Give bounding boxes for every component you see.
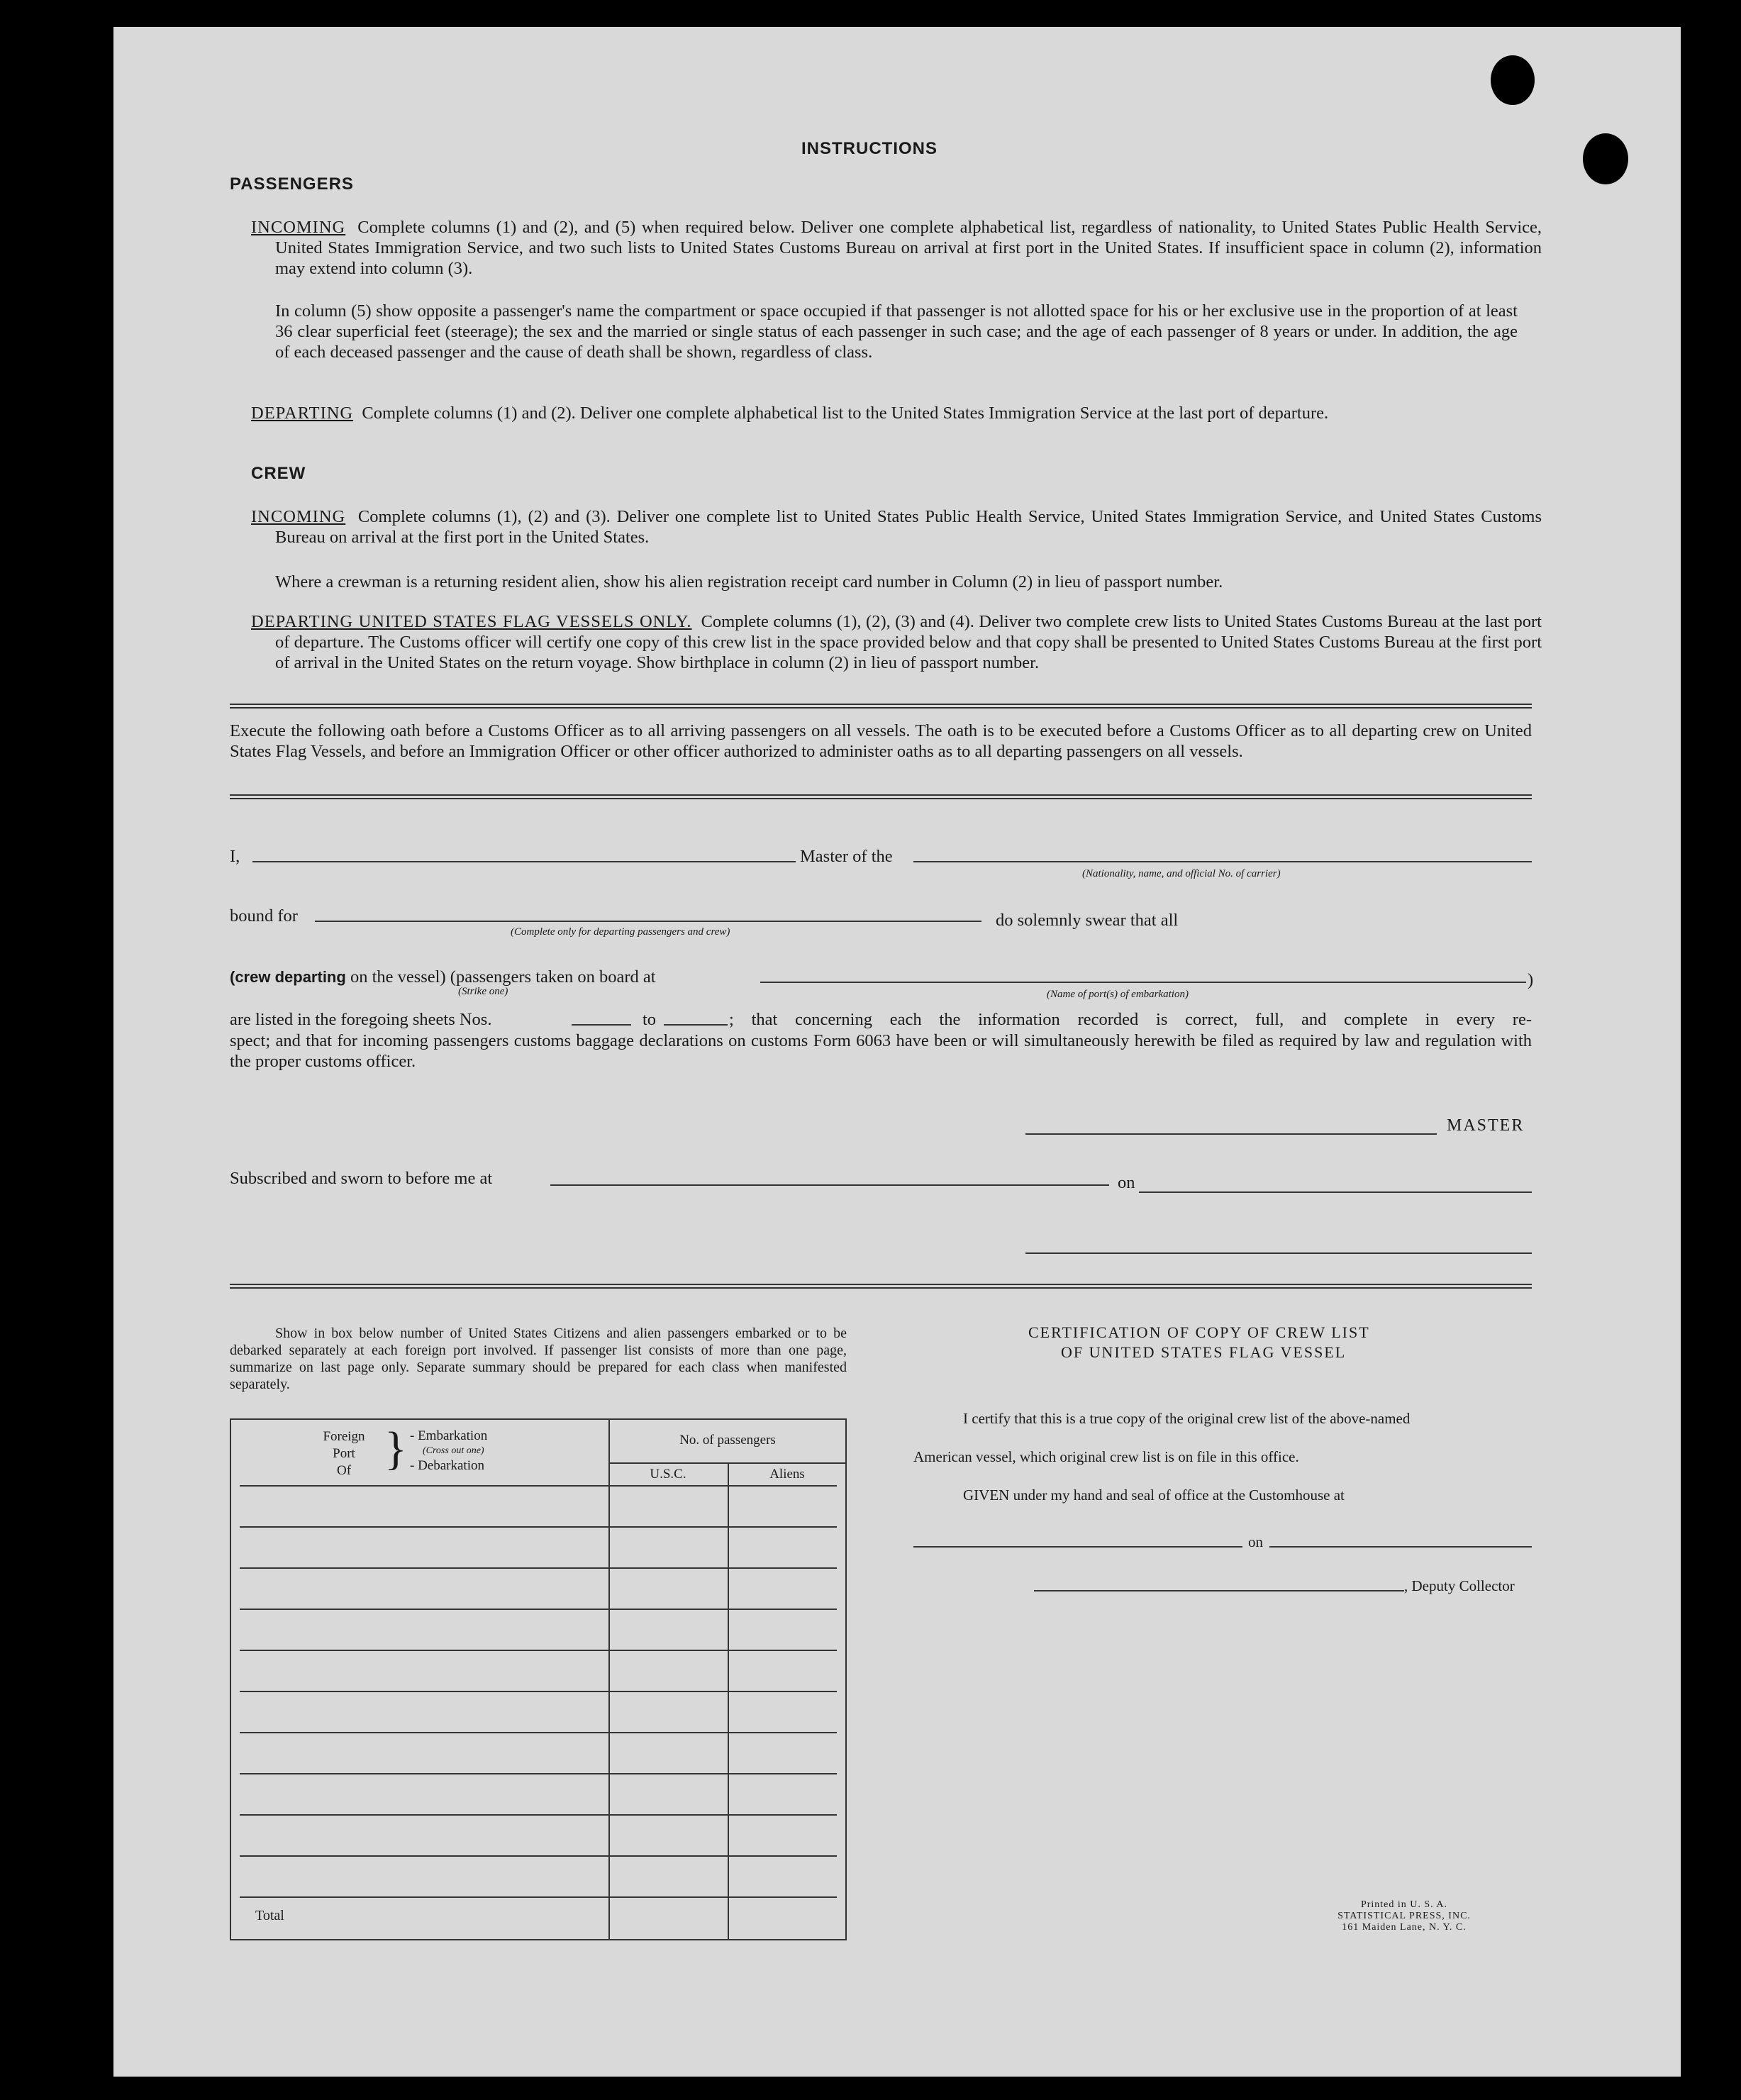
passengers-column5-paragraph: In column (5) show opposite a passenger's name the compartment or space occupied if that passenger is not allotted space for his or her exclusive use in the proportion of at least 36 clear superficial feet (steerage); the sex and the married or single status of each passenger in such case; and the age of each passenger of 8 years or under. In addition, the age of each deceased passenger and the cause of death shall be shown, regardless of class. xyxy=(275,301,1518,362)
printer-line-2: STATISTICAL PRESS, INC. xyxy=(1337,1911,1471,1921)
table-row-line xyxy=(240,1567,837,1569)
sworn-date-field[interactable] xyxy=(1139,1191,1532,1193)
passengers-departing-label: DEPARTING xyxy=(251,404,354,423)
bound-for-caption: (Complete only for departing passengers and crew) xyxy=(511,926,730,938)
crew-departing-text: Complete columns (1), (2), (3) and (4). Deliver two complete crew lists to United States Customs Bureau at the last port of departure. The Customs officer will certify one copy of this crew list in the space provided below and that copy shall be presented to United States Customs Bureau at the first port of arrival in the United States on the return voyage. Show birthplace in column (2) in lieu of passport number. xyxy=(275,612,1542,672)
cross-out-caption: (Cross out one) xyxy=(423,1445,484,1456)
passengers-departing-text: Complete columns (1) and (2). Deliver one complete alphabetical list to the United States Immigration Service at the last port of departure. xyxy=(362,404,1329,423)
crew-heading: CREW xyxy=(251,464,306,483)
passengers-departing-paragraph xyxy=(251,403,1542,423)
crew-departing-paragraph xyxy=(251,611,1542,673)
officer-signature-field[interactable] xyxy=(1025,1252,1532,1254)
crew-departing-option xyxy=(230,967,656,987)
strike-one-caption: (Strike one) xyxy=(458,986,508,997)
form-sheet xyxy=(113,27,1681,2077)
foreign-port-of-label xyxy=(305,1428,383,1479)
no-of-passengers-header: No. of passengers xyxy=(679,1433,776,1448)
embarkation-port-field[interactable] xyxy=(760,982,1526,983)
table-col-divider-1 xyxy=(608,1418,610,1940)
listed-text-b: ; that concerning each the information recorded is correct, full, and complete in every re- xyxy=(729,1010,1532,1029)
table-row-line xyxy=(240,1732,837,1733)
sworn-on-label: on xyxy=(1118,1173,1135,1192)
crew-departing-label: DEPARTING UNITED STATES FLAG VESSELS ONLY. xyxy=(251,612,692,631)
sheet-from-field[interactable] xyxy=(572,1024,631,1026)
table-row-line xyxy=(240,1691,837,1692)
instructions-title: INSTRUCTIONS xyxy=(801,139,938,158)
certification-title-2: OF UNITED STATES FLAG VESSEL xyxy=(1061,1343,1347,1361)
summary-instructions: Show in box below number of United States Citizens and alien passengers embarked or to be debarked separately at each foreign port involved. If passenger list consists of more than one page, summarize on last page only. Separate summary should be prepared for each class when manifested separately. xyxy=(230,1326,847,1392)
bound-for-field[interactable] xyxy=(315,921,981,922)
table-row-line xyxy=(240,1609,837,1610)
table-row-line xyxy=(240,1896,837,1898)
total-label: Total xyxy=(255,1908,284,1923)
master-name-field[interactable] xyxy=(252,861,796,862)
passengers-heading: PASSENGERS xyxy=(230,174,354,194)
master-label: MASTER xyxy=(1447,1116,1525,1135)
certify-line-1: I certify that this is a true copy of the original crew list of the above-named xyxy=(963,1410,1411,1427)
swear-label: do solemnly swear that all xyxy=(996,911,1179,930)
master-signature-field[interactable] xyxy=(1025,1133,1437,1135)
bound-for-label: bound for xyxy=(230,906,298,926)
subscribed-label: Subscribed and sworn to before me at xyxy=(230,1169,493,1188)
crew-resident-paragraph: Where a crewman is a returning resident alien, show his alien registration receipt card number in Column (2) in lieu of passport number. xyxy=(275,572,1223,591)
carrier-caption: (Nationality, name, and official No. of carrier) xyxy=(1082,868,1281,879)
close-paren: ) xyxy=(1528,970,1534,989)
debarkation-label: - Debarkation xyxy=(410,1458,484,1473)
crew-incoming-paragraph xyxy=(251,506,1542,548)
master-of-the-label: Master of the xyxy=(800,847,893,866)
passengers-incoming-paragraph xyxy=(251,217,1542,279)
listed-line-a xyxy=(230,1010,491,1030)
section-divider-1 xyxy=(230,704,1532,709)
usc-header: U.S.C. xyxy=(650,1467,686,1482)
table-row-line xyxy=(240,1773,837,1774)
carrier-field[interactable] xyxy=(913,861,1532,862)
printer-line-1: Printed in U. S. A. xyxy=(1360,1899,1448,1910)
of-word: Of xyxy=(336,1463,352,1478)
listed-to: to xyxy=(643,1010,657,1029)
section-divider-3 xyxy=(230,1284,1532,1289)
oath-intro-paragraph: Execute the following oath before a Customs Officer as to all arriving passengers on all vessels. The oath is to be executed before a Customs Officer as to all departing crew on United States Flag Vessels, and before an Immigration Officer or other officer authorized to administer oaths as to all departing passengers on all vessels. xyxy=(230,721,1532,761)
embarkation-label: - Embarkation xyxy=(410,1428,488,1443)
listed-text-c: spect; and that for incoming passengers customs baggage declarations on customs Form 6063 have been or will simultaneously herewith be filed as required by law and regulation with the proper customs officer. xyxy=(230,1031,1532,1071)
table-row-line xyxy=(240,1650,837,1651)
crew-departing-text: (crew departing xyxy=(230,968,346,986)
certification-date-field[interactable] xyxy=(1269,1546,1532,1548)
certification-on-label: on xyxy=(1248,1533,1263,1550)
table-row-line xyxy=(240,1855,837,1857)
punch-hole-bottom xyxy=(1583,133,1628,184)
passengers-incoming-label: INCOMING xyxy=(251,218,346,237)
printer-imprint xyxy=(1291,1899,1518,1933)
sworn-place-field[interactable] xyxy=(550,1184,1109,1186)
table-header-bottom xyxy=(240,1485,837,1487)
printer-line-3: 161 Maiden Lane, N. Y. C. xyxy=(1342,1922,1467,1933)
deputy-signature-field[interactable] xyxy=(1034,1590,1404,1591)
crew-incoming-text: Complete columns (1), (2) and (3). Deliver one complete list to United States Public Health Service, United States Immigration Service, and United States Customs Bureau on arrival at the first port in the United States. xyxy=(275,507,1542,547)
table-header-divider xyxy=(608,1462,847,1464)
passengers-incoming-text: Complete columns (1) and (2), and (5) when required below. Deliver one complete alphabetical list, regardless of nationality, to United States Public Health Service, United States Immigration Service, and two such lists to United States Customs Bureau on arrival at first port in the United States. If insufficient space in column (2), information may extend into column (3). xyxy=(275,218,1542,278)
deputy-collector-label: , Deputy Collector xyxy=(1404,1577,1515,1594)
aliens-header: Aliens xyxy=(769,1467,805,1482)
passenger-summary-table xyxy=(230,1418,847,1940)
customhouse-field[interactable] xyxy=(913,1546,1242,1548)
table-row-line xyxy=(240,1814,837,1816)
table-col-divider-2 xyxy=(728,1462,729,1940)
given-line: GIVEN under my hand and seal of office at the Customhouse at xyxy=(963,1487,1345,1504)
listed-text-a: are listed in the foregoing sheets Nos. xyxy=(230,1010,492,1029)
foreign-word: Foreign xyxy=(323,1429,365,1444)
section-divider-2 xyxy=(230,794,1532,799)
table-row-line xyxy=(240,1526,837,1528)
oath-i-label: I, xyxy=(230,847,240,866)
certify-line-2: American vessel, which original crew list is on file in this office. xyxy=(913,1448,1299,1465)
certification-title-1: CERTIFICATION OF COPY OF CREW LIST xyxy=(1028,1323,1370,1341)
sheet-to-field[interactable] xyxy=(664,1024,728,1026)
crew-incoming-label: INCOMING xyxy=(251,507,346,526)
port-caption: (Name of port(s) of embarkation) xyxy=(1047,989,1189,1000)
port-word: Port xyxy=(333,1446,355,1461)
punch-hole-top xyxy=(1491,55,1535,105)
on-the-vessel-text: on the vessel) xyxy=(350,967,446,987)
brace-icon: } xyxy=(384,1423,407,1474)
passengers-taken-text: (passengers taken on board at xyxy=(450,967,656,987)
